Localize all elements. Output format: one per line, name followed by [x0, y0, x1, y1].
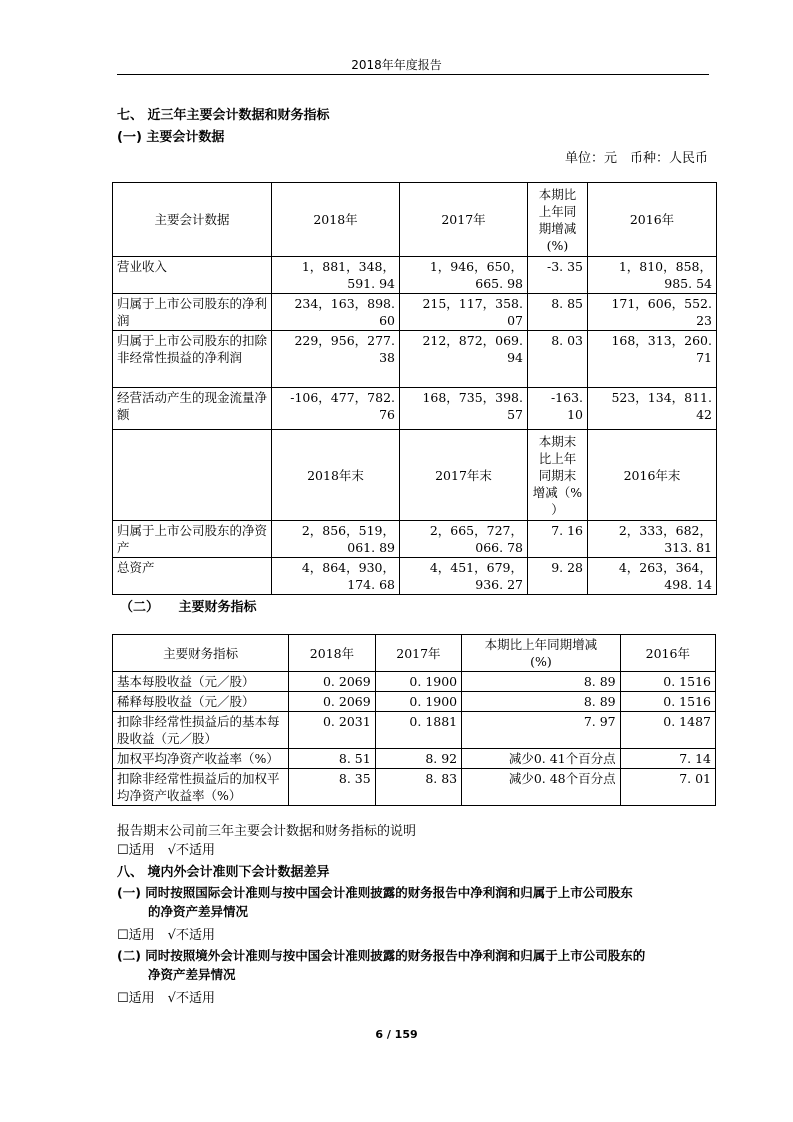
- value-cell: 2，856，519，061. 89: [272, 521, 400, 558]
- value-cell: 212，872，069. 94: [400, 331, 528, 388]
- header-cell: 2017年: [375, 635, 461, 672]
- header-cell: 2016年: [588, 183, 717, 257]
- value-cell: -3. 35: [528, 257, 588, 294]
- header-cell: 本期比 上年同 期增减 (%): [528, 183, 588, 257]
- row-label-cell: 总资产: [113, 558, 272, 595]
- value-cell: -106，477，782. 76: [272, 388, 400, 430]
- value-cell: 0. 1881: [375, 712, 461, 749]
- header-cell: 2018年: [289, 635, 375, 672]
- value-cell: 0. 1900: [375, 672, 461, 692]
- header-cell: 2018年末: [272, 430, 400, 521]
- value-cell: 215，117，358. 07: [400, 294, 528, 331]
- value-cell: 7. 97: [462, 712, 621, 749]
- section7-title: 七、 近三年主要会计数据和财务指标: [117, 108, 330, 123]
- section8-item1-applicability: ☐适用 √不适用: [117, 928, 215, 943]
- header-divider: [117, 74, 709, 75]
- header-cell: 2017年末: [400, 430, 528, 521]
- row-label-cell: 稀释每股收益（元／股）: [113, 692, 289, 712]
- section8-title: 八、 境内外会计准则下会计数据差异: [117, 865, 330, 880]
- value-cell: 8. 85: [528, 294, 588, 331]
- value-cell: 1，946，650，665. 98: [400, 257, 528, 294]
- header-cell: 2018年: [272, 183, 400, 257]
- unit-label: 单位：元 币种：人民币: [564, 151, 708, 166]
- row-label-cell: 营业收入: [113, 257, 272, 294]
- section8-item1-line2: 的净资产差异情况: [148, 904, 249, 919]
- value-cell: 0. 2031: [289, 712, 375, 749]
- row-label-cell: 扣除非经常性损益后的加权平均净资产收益率（%）: [113, 769, 289, 806]
- table-row: [113, 521, 717, 558]
- value-cell: 2，333，682，313. 81: [588, 521, 717, 558]
- section7-sub1-title: (一) 主要会计数据: [117, 130, 225, 145]
- value-cell: 7. 14: [620, 749, 715, 769]
- table-row: [113, 712, 716, 749]
- table-row: [113, 294, 717, 331]
- table-row: [113, 692, 716, 712]
- value-cell: 0. 1516: [620, 672, 715, 692]
- row-label-cell: 扣除非经常性损益后的基本每股收益（元／股）: [113, 712, 289, 749]
- value-cell: 523，134，811. 42: [588, 388, 717, 430]
- value-cell: 0. 2069: [289, 672, 375, 692]
- table-row: [113, 257, 717, 294]
- value-cell: 8. 89: [462, 672, 621, 692]
- page-number: 6 / 159: [375, 1028, 418, 1041]
- value-cell: 1，881，348，591. 94: [272, 257, 400, 294]
- value-cell: 4，864，930，174. 68: [272, 558, 400, 595]
- value-cell: 234，163，898. 60: [272, 294, 400, 331]
- value-cell: -163. 10: [528, 388, 588, 430]
- header-cell: 主要财务指标: [113, 635, 289, 672]
- note-title: 报告期末公司前三年主要会计数据和财务指标的说明: [117, 824, 417, 839]
- table-header-row: [113, 430, 717, 521]
- table-row: [113, 331, 717, 388]
- header-cell: 本期比上年同期增减 (%): [462, 635, 621, 672]
- section7-sub2-title: （二） 主要财务指标: [120, 600, 257, 615]
- value-cell: 0. 1516: [620, 692, 715, 712]
- value-cell: 8. 51: [289, 749, 375, 769]
- value-cell: 0. 2069: [289, 692, 375, 712]
- row-label-cell: 经营活动产生的现金流量净额: [113, 388, 272, 430]
- section8-item2-line1: (二) 同时按照境外会计准则与按中国会计准则披露的财务报告中净利润和归属于上市公司股东的: [117, 948, 646, 963]
- header-cell: 本期末 比上年 同期末 增减（% ）: [528, 430, 588, 521]
- value-cell: 4，263，364，498. 14: [588, 558, 717, 595]
- value-cell: 9. 28: [528, 558, 588, 595]
- main-financial-indicators-table: [112, 634, 716, 806]
- value-cell: 168，313，260. 71: [588, 331, 717, 388]
- section8-item1-line1: (一) 同时按照国际会计准则与按中国会计准则披露的财务报告中净利润和归属于上市公司股东: [117, 885, 633, 900]
- value-cell: 7. 01: [620, 769, 715, 806]
- value-cell: 0. 1900: [375, 692, 461, 712]
- value-cell: 7. 16: [528, 521, 588, 558]
- row-label-cell: 归属于上市公司股东的净资产: [113, 521, 272, 558]
- section8-item2-line2: 净资产差异情况: [148, 967, 236, 982]
- table-row: [113, 749, 716, 769]
- value-cell: 8. 03: [528, 331, 588, 388]
- table-row: [113, 769, 716, 806]
- value-cell: 0. 1487: [620, 712, 715, 749]
- header-cell: 主要会计数据: [113, 183, 272, 257]
- table-row: [113, 672, 716, 692]
- value-cell: 减少0. 48个百分点: [462, 769, 621, 806]
- value-cell: 8. 89: [462, 692, 621, 712]
- row-label-cell: 归属于上市公司股东的净利润: [113, 294, 272, 331]
- row-label-cell: 归属于上市公司股东的扣除非经常性损益的净利润: [113, 331, 272, 388]
- value-cell: 1，810，858，985. 54: [588, 257, 717, 294]
- value-cell: 2，665，727，066. 78: [400, 521, 528, 558]
- value-cell: 8. 92: [375, 749, 461, 769]
- table-header-row: [113, 183, 717, 257]
- section8-item2-applicability: ☐适用 √不适用: [117, 991, 215, 1006]
- table-header-row: [113, 635, 716, 672]
- value-cell: 229，956，277. 38: [272, 331, 400, 388]
- report-header-title: 2018年年度报告: [351, 58, 442, 72]
- header-cell: 2016年: [620, 635, 715, 672]
- value-cell: 减少0. 41个百分点: [462, 749, 621, 769]
- value-cell: 8. 35: [289, 769, 375, 806]
- note-applicability: ☐适用 √不适用: [117, 843, 215, 858]
- row-label-cell: 加权平均净资产收益率（%）: [113, 749, 289, 769]
- table-row: [113, 388, 717, 430]
- value-cell: 168，735，398. 57: [400, 388, 528, 430]
- header-cell: 2017年: [400, 183, 528, 257]
- value-cell: 171，606，552. 23: [588, 294, 717, 331]
- main-accounting-data-table: [112, 182, 717, 595]
- value-cell: 4，451，679，936. 27: [400, 558, 528, 595]
- table-row: [113, 558, 717, 595]
- row-label-cell: 基本每股收益（元／股）: [113, 672, 289, 692]
- header-cell: 2016年末: [588, 430, 717, 521]
- header-cell: [113, 430, 272, 521]
- value-cell: 8. 83: [375, 769, 461, 806]
